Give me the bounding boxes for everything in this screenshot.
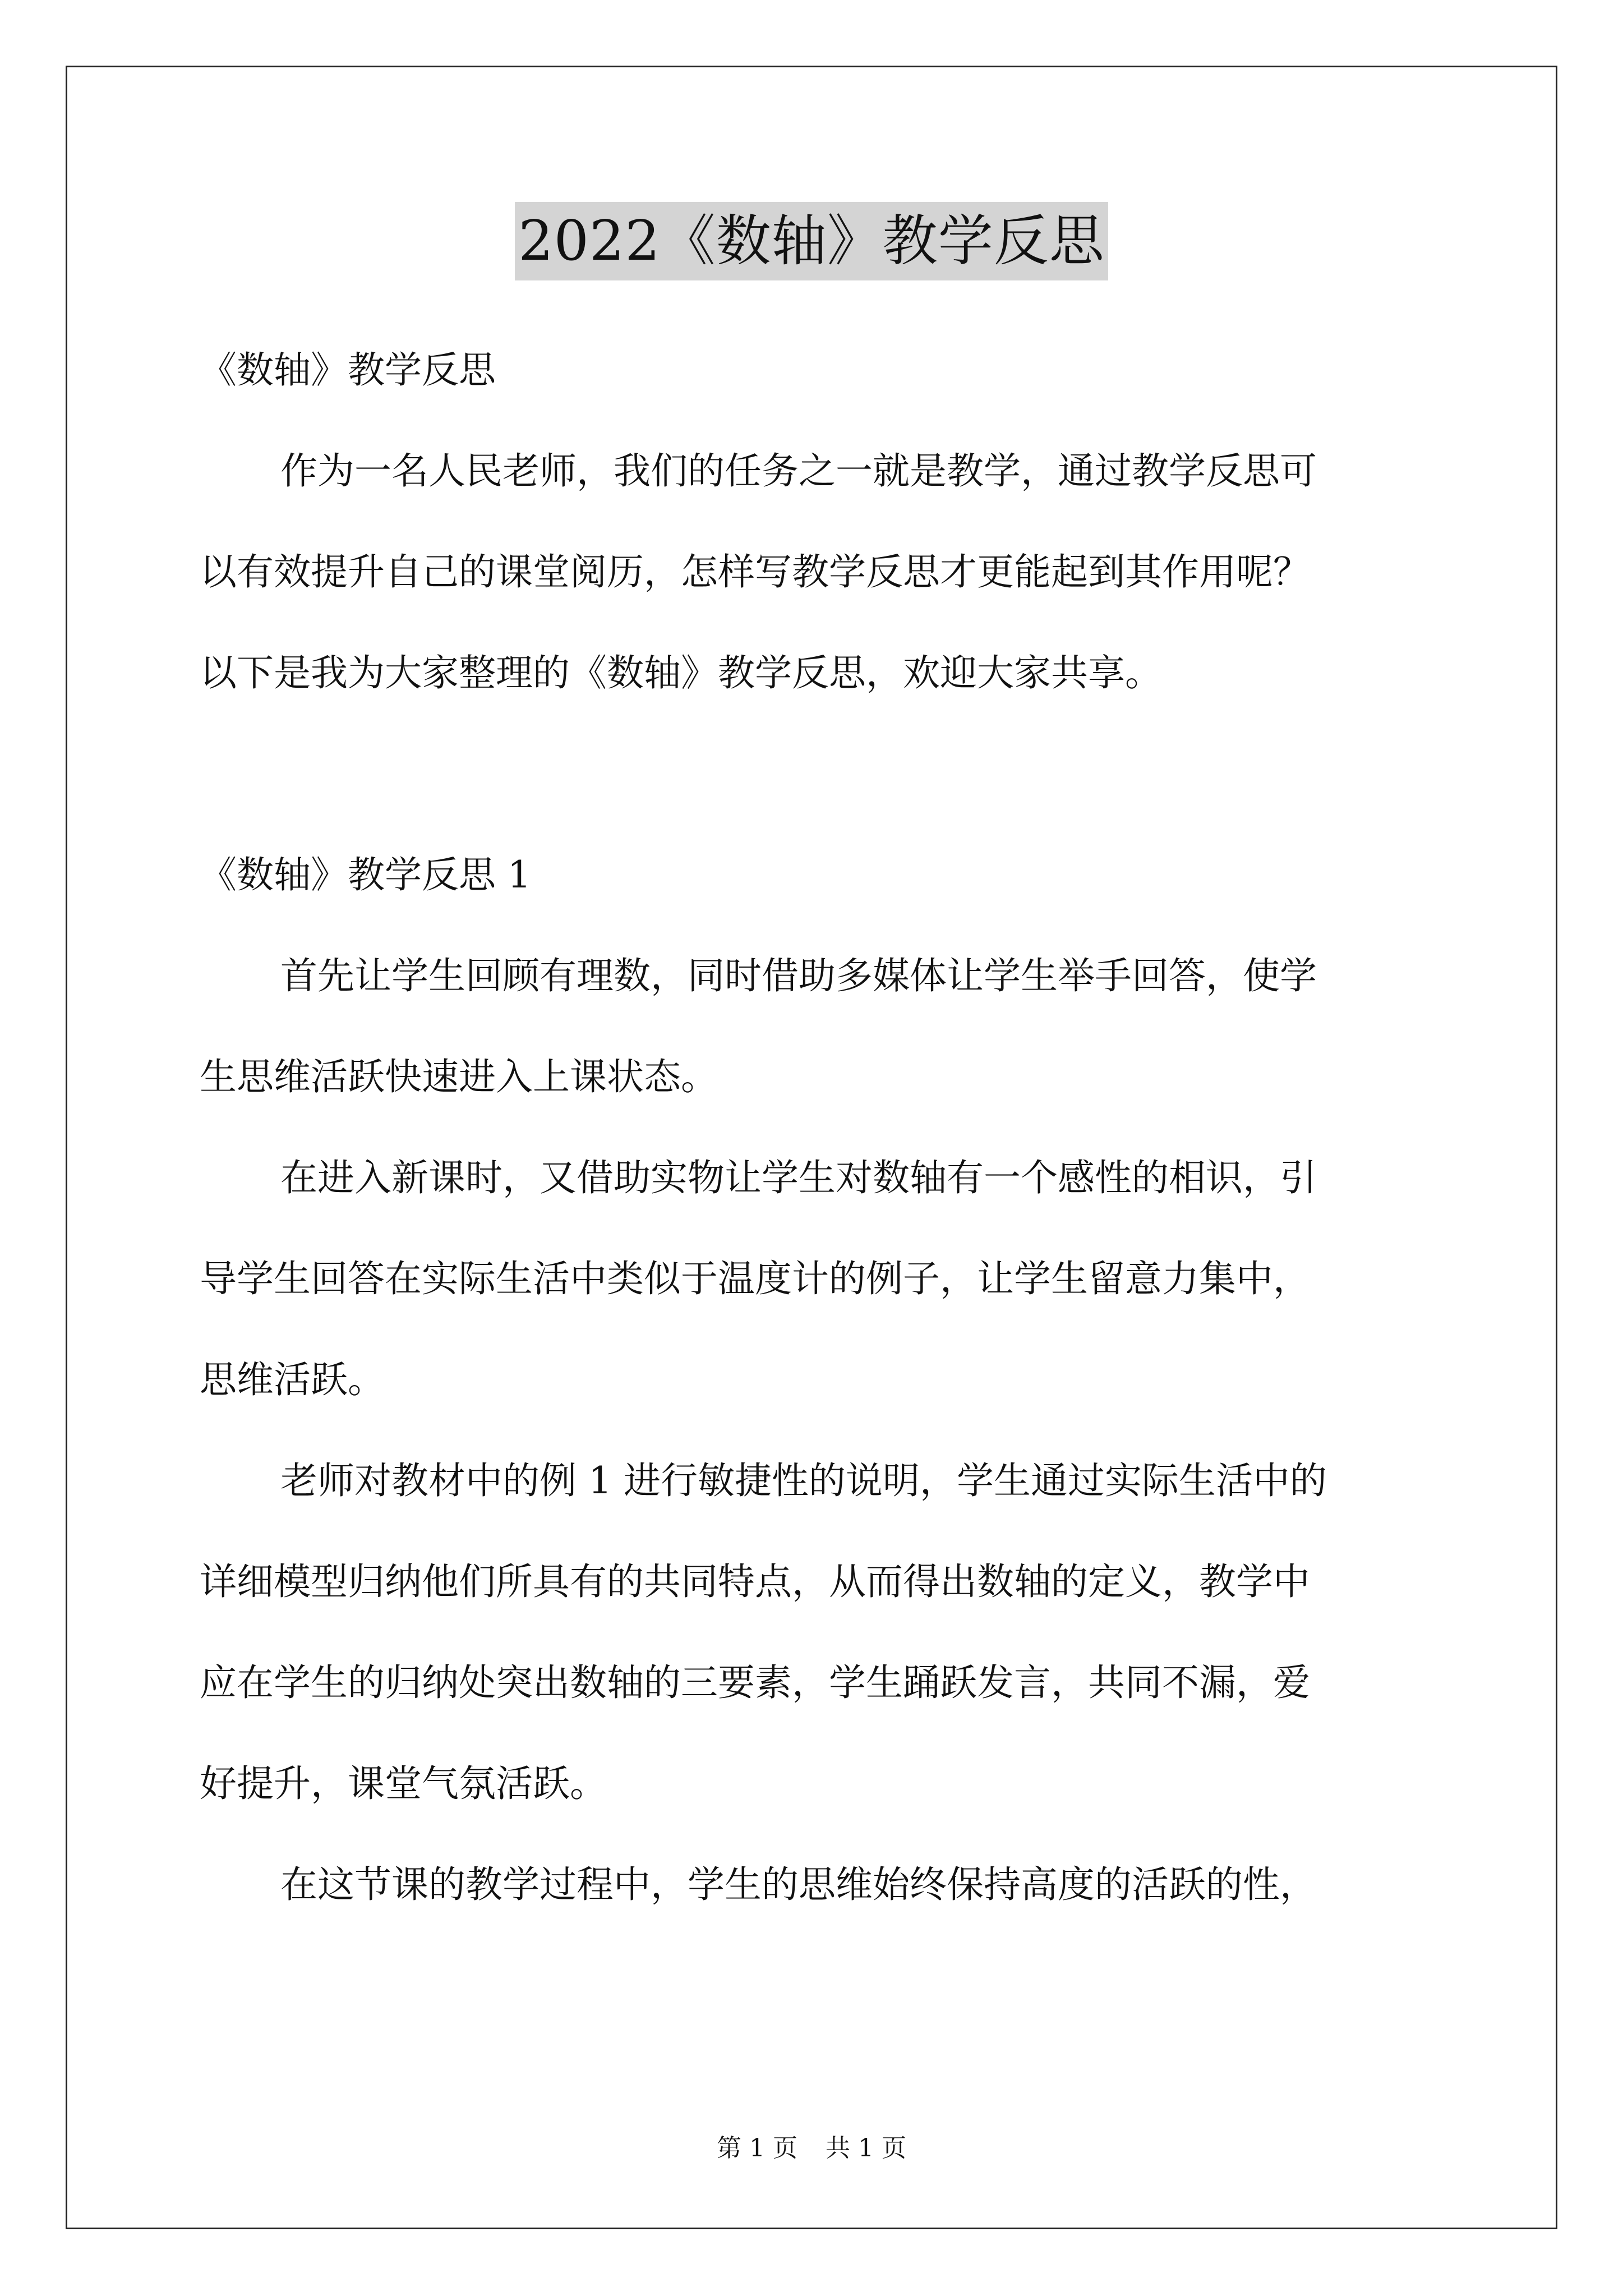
paragraph-line: 首先让学生回顾有理数，同时借助多媒体让学生举手回答，使学: [280, 954, 1317, 997]
paragraph-line: 应在学生的归纳处突出数轴的三要素，学生踊跃发言，共同不漏，爱: [200, 1661, 1310, 1704]
paragraph-line: 思维活跃。: [200, 1358, 385, 1401]
paragraph-line: 生思维活跃快速进入上课状态。: [200, 1055, 718, 1098]
title-container: [0, 202, 1623, 280]
paragraph-line: 好提升，课堂气氛活跃。: [200, 1762, 607, 1805]
page-total: 共 1 页: [826, 2134, 906, 2162]
paragraph-line: 在进入新课时，又借助实物让学生对数轴有一个感性的相识，引: [280, 1156, 1317, 1199]
intro-line: 以有效提升自己的课堂阅历，怎样写教学反思才更能起到其作用呢？: [200, 550, 1310, 593]
document-title: 2022《数轴》教学反思: [515, 202, 1108, 280]
document-body: [200, 320, 1433, 1935]
intro-line: 作为一名人民老师，我们的任务之一就是教学，通过教学反思可: [280, 449, 1317, 493]
subtitle: 《数轴》教学反思: [200, 348, 496, 392]
paragraph-line: 在这节课的教学过程中，学生的思维始终保持高度的活跃的性，: [280, 1863, 1317, 1906]
paragraph-line: 详细模型归纳他们所具有的共同特点，从而得出数轴的定义，教学中: [200, 1560, 1310, 1603]
section-heading: 《数轴》教学反思 1: [200, 853, 531, 896]
intro-line: 以下是我为大家整理的《数轴》教学反思，欢迎大家共享。: [200, 651, 1162, 694]
page-footer: [0, 2132, 1623, 2165]
paragraph-line: 老师对教材中的例 1 进行敏捷性的说明，学生通过实际生活中的: [280, 1459, 1327, 1502]
page-number: 第 1 页: [717, 2134, 797, 2162]
blank-line: [200, 724, 1433, 825]
paragraph-line: 导学生回答在实际生活中类似于温度计的例子，让学生留意力集中，: [200, 1257, 1310, 1300]
